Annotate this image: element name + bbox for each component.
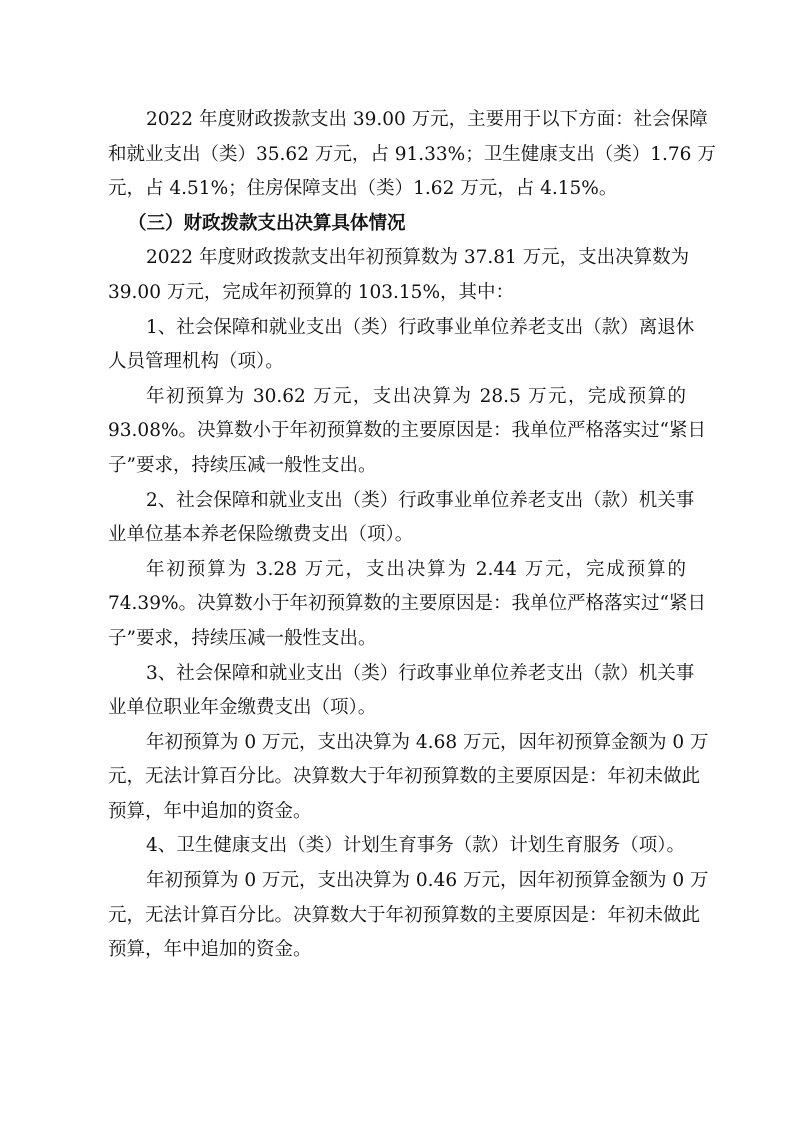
- document-page: [108, 103, 716, 968]
- item-title-line: 业单位职业年金缴费支出（项）。: [108, 697, 377, 719]
- item-title-line: 3、社会保障和就业支出（类）行政事业单位养老支出（款）机关事: [146, 662, 695, 684]
- item-title-line: 业单位基本养老保险缴费支出（项）。: [108, 524, 414, 546]
- item-title-line: 1、社会保障和就业支出（类）行政事业单位养老支出（款）离退休: [146, 316, 695, 338]
- item-4: [108, 829, 709, 967]
- item-1: [108, 311, 707, 484]
- item-body-line: 年初预算为 0 万元，支出决算为 4.68 万元，因年初预算金额为 0 万: [146, 731, 709, 753]
- item-body-line: 子”要求，持续压减一般性支出。: [108, 454, 377, 476]
- item-title-line: 人员管理机构（项）。: [108, 351, 284, 373]
- item-2: [108, 484, 707, 657]
- item-title-line: 2、社会保障和就业支出（类）行政事业单位养老支出（款）机关事: [146, 489, 695, 511]
- item-body-line: 预算，年中追加的资金。: [108, 800, 312, 822]
- item-body-line: 年初预算为 0 万元，支出决算为 0.46 万元，因年初预算金额为 0 万: [146, 870, 709, 892]
- item-body-line: 93.08%。决算数小于年初预算数的主要原因是：我单位严格落实过“紧日: [108, 420, 707, 442]
- text-line: 和就业支出（类）35.62 万元，占 91.33%；卫生健康支出（类）1.76 万: [108, 143, 716, 165]
- item-body-line: 元，无法计算百分比。决算数大于年初预算数的主要原因是：年初未做此: [108, 904, 701, 926]
- text-line: 2022 年度财政拨款支出 39.00 万元，主要用于以下方面：社会保障: [146, 109, 708, 130]
- item-body-line: 年初预算为 30.62 万元，支出决算为 28.5 万元，完成预算的: [146, 385, 686, 407]
- item-title-line: 4、卫生健康支出（类）计划生育事务（款）计划生育服务（项）。: [146, 835, 686, 857]
- paragraph-budget-completion: [108, 241, 690, 310]
- item-body-line: 元，无法计算百分比。决算数大于年初预算数的主要原因是：年初未做此: [108, 766, 701, 788]
- text-line: 39.00 万元，完成年初预算的 103.15%，其中：: [108, 281, 515, 303]
- text-line: 元，占 4.51%；住房保障支出（类）1.62 万元，占 4.15%。: [108, 178, 618, 200]
- item-3: [108, 657, 709, 830]
- section-heading: （三）财政拨款支出决算具体情况: [128, 212, 406, 234]
- item-body-line: 年初预算为 3.28 万元，支出决算为 2.44 万元，完成预算的: [146, 558, 686, 580]
- item-body-line: 预算，年中追加的资金。: [108, 939, 312, 961]
- text-line: 2022 年度财政拨款支出年初预算数为 37.81 万元，支出决算数为: [146, 247, 690, 269]
- item-body-line: 子”要求，持续压减一般性支出。: [108, 627, 377, 649]
- item-body-line: 74.39%。决算数小于年初预算数的主要原因是：我单位严格落实过“紧日: [108, 593, 707, 615]
- paragraph-expenditure-summary: [108, 103, 716, 207]
